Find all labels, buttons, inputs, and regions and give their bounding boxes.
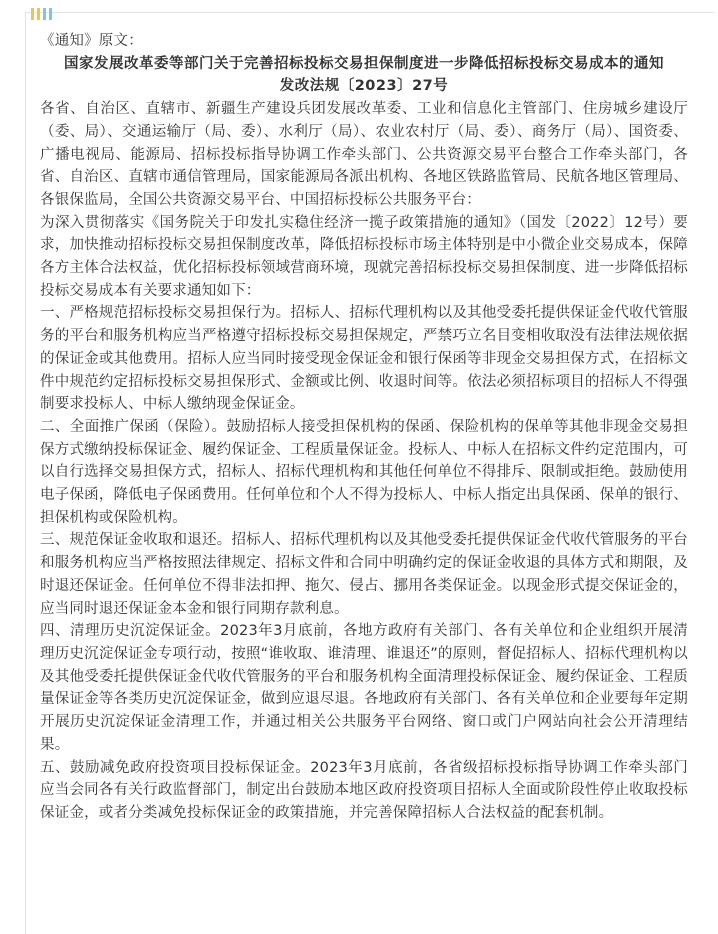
addressee-paragraph: 各省、自治区、直辖市、新疆生产建设兵团发展改革委、工业和信息化主管部门、住房城乡建设厅（委、局）、交通运输厅（局、委）、水利厅（局）、农业农村厅（局、委）、商务厅（局）、国资委、广播电视局、能源局、招标投标指导协调工作牵头部门、公共资源交易平台整合工作牵头部门，各省、自治区、直辖市通信管理局，国家能源局各派出机构、各地区铁路监管局、民航各地区管理局、各银保监局，全国公共资源交易平台、中国招标投标公共服务平台：: [40, 101, 688, 208]
intro-paragraph: 为深入贯彻落实《国务院关于印发扎实稳住经济一揽子政策措施的通知》（国发〔2022〕12号）要求，加快推动招标投标交易担保制度改革，降低招标投标市场主体特别是中小微企业交易成本，保障各方主体合法权益，优化招标投标领域营商环境，现就完善招标投标交易担保制度、进一步降低招标投标交易成本有关要求通知如下：: [40, 214, 688, 299]
article-body: [40, 30, 688, 825]
source-label: 《通知》原文：: [40, 33, 143, 49]
section-5-paragraph: 五、鼓励减免政府投资项目投标保证金。2023年3月底前，各省级招标投标指导协调工作牵头部门应当会同各有关行政监督部门，制定出台鼓励本地区政府投资项目招标人全面或阶段性停止收取投标保证金，或者分类减免投标保证金的政策措施，并完善保障招标人合法权益的配套机制。: [40, 759, 688, 821]
marker-bar-yellow-1: [31, 8, 34, 20]
document-number: 发改法规〔2023〕27号: [279, 78, 449, 95]
marker-bar-blue-2: [49, 8, 52, 20]
marker-bar-yellow-2: [37, 8, 40, 20]
section-1-paragraph: 一、严格规范招标投标交易担保行为。招标人、招标代理机构以及其他受委托提供保证金代收代管服务的平台和服务机构应当严格遵守招标投标交易担保规定，严禁巧立名目变相收取没有法律法规依据的保证金或其他费用。招标人应当同时接受现金保证金和银行保函等非现金交易担保方式，在招标文件中规范约定招标投标交易担保形式、金额或比例、收退时间等。依法必须招标项目的招标人不得强制要求投标人、中标人缴纳现金保证金。: [40, 305, 688, 413]
marker-bar-blue-1: [43, 8, 46, 20]
section-3-paragraph: 三、规范保证金收取和退还。招标人、招标代理机构以及其他受委托提供保证金代收代管服务的平台和服务机构应当严格按照法律规定、招标文件和合同中明确约定的保证金收退的具体方式和期限，及时退还保证金。任何单位不得非法扣押、拖欠、侵占、挪用各类保证金。以现金形式提交保证金的，应当同时退还保证金本金和银行同期存款利息。: [40, 532, 688, 617]
section-2-paragraph: 二、全面推广保函（保险）。鼓励招标人接受担保机构的保函、保险机构的保单等其他非现金交易担保方式缴纳投标保证金、履约保证金、工程质量保证金。投标人、中标人在招标文件约定范围内，可以自行选择交易担保方式，招标人、招标代理机构和其他任何单位不得排斥、限制或拒绝。鼓励使用电子保函，降低电子保函费用。任何单位和个人不得为投标人、中标人指定出具保函、保单的银行、担保机构或保险机构。: [40, 418, 688, 526]
section-4-paragraph: 四、清理历史沉淀保证金。2023年3月底前，各地方政府有关部门、各有关单位和企业组织开展清理历史沉淀保证金专项行动，按照“谁收取、谁清理、谁退还”的原则，督促招标人、招标代理机构以及其他受委托提供保证金代收代管服务的平台和服务机构全面清理投标保证金、履约保证金、工程质量保证金等各类历史沉淀保证金，做到应退尽退。各地政府有关部门、各有关单位和企业要每年定期开展历史沉淀保证金清理工作，并通过相关公共服务平台网络、窗口或门户网站向社会公开清理结果。: [40, 623, 688, 753]
notice-title: 国家发展改革委等部门关于完善招标投标交易担保制度进一步降低招标投标交易成本的通知: [64, 55, 664, 72]
section-marker: [31, 8, 52, 20]
